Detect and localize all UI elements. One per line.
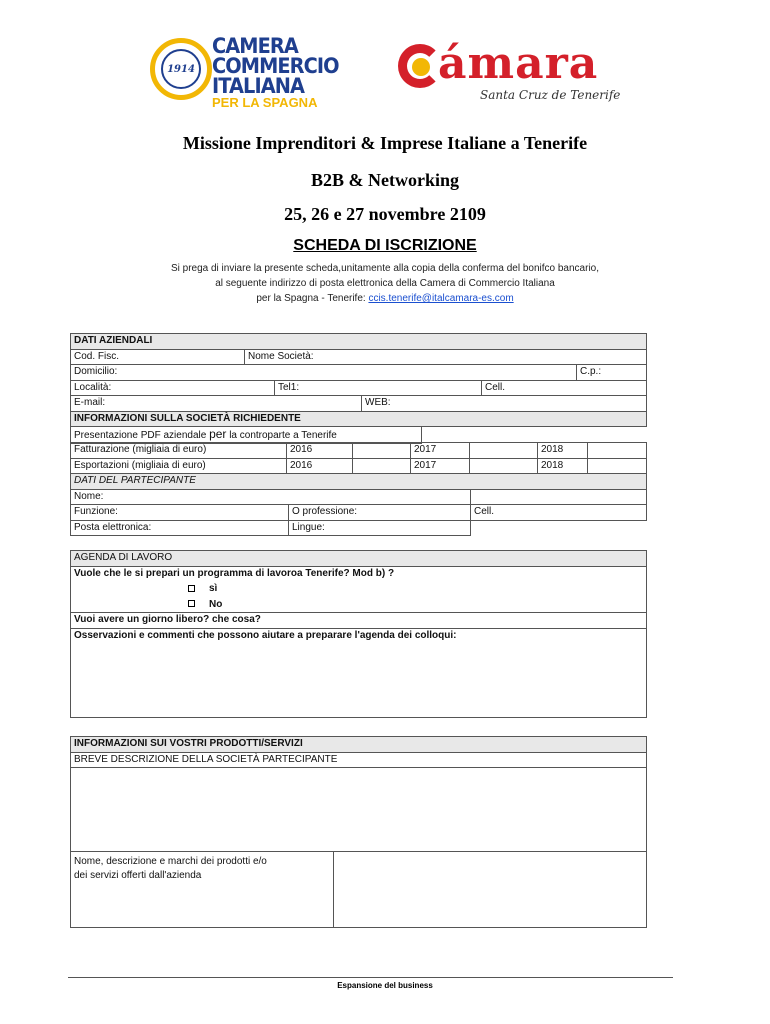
lingue-empty bbox=[471, 520, 647, 536]
esportazioni-2016-label: 2016 bbox=[287, 458, 353, 474]
camara-word: ámara bbox=[438, 38, 599, 89]
logo-line-4: PER LA SPAGNA bbox=[212, 95, 318, 110]
cell2-field[interactable]: Cell. bbox=[471, 505, 647, 521]
products-header: INFORMAZIONI SUI VOSTRI PRODOTTI/SERVIZI bbox=[71, 737, 647, 753]
fatturazione-2018-label: 2018 bbox=[538, 443, 588, 459]
agenda-question: Vuole che le si prepari un programma di lavoroa Tenerife? Mod b) ? bbox=[71, 566, 647, 582]
intro-line-3 bbox=[0, 291, 770, 306]
revenue-table bbox=[70, 442, 647, 474]
intro-text bbox=[0, 261, 770, 306]
lingue-field[interactable]: Lingue: bbox=[289, 520, 471, 536]
brands-label-line-2: dei servizi offerti dall'azienda bbox=[74, 870, 202, 881]
esportazioni-2016-value[interactable] bbox=[353, 458, 411, 474]
funzione-field[interactable]: Funzione: bbox=[71, 505, 289, 521]
c-dot-icon bbox=[412, 58, 430, 76]
logo-line-1: CAMERA bbox=[212, 34, 298, 58]
option-no[interactable] bbox=[71, 597, 647, 613]
mission-dates: 25, 26 e 27 novembre 2109 bbox=[284, 204, 486, 224]
camara-logo bbox=[398, 40, 624, 106]
nome-extra[interactable] bbox=[471, 489, 647, 505]
company-description-label: BREVE DESCRIZIONE DELLA SOCIETÀ PARTECIPANTE bbox=[71, 752, 647, 768]
nome-societa-field[interactable]: Nome Società: bbox=[245, 349, 647, 365]
pdf-presentation-field[interactable] bbox=[71, 427, 422, 444]
web-field[interactable]: WEB: bbox=[362, 396, 647, 412]
footer-divider bbox=[68, 977, 673, 978]
checkbox-no[interactable] bbox=[188, 600, 195, 607]
brands-label-line-1: Nome, descrizione e marchi dei prodotti e/o bbox=[74, 856, 267, 867]
pdf-label-a: Presentazione PDF aziendale bbox=[74, 430, 210, 441]
cp-field[interactable]: C.p.: bbox=[577, 365, 647, 381]
brands-field[interactable] bbox=[334, 852, 647, 928]
intro-line-2: al seguente indirizzo di posta elettronica della Camera di Commercio Italiana bbox=[215, 278, 555, 289]
intro-line-3-prefix: per la Spagna - Tenerife: bbox=[256, 293, 369, 304]
mission-subtitle: B2B & Networking bbox=[311, 170, 459, 190]
fatturazione-2018-value[interactable] bbox=[588, 443, 647, 459]
esportazioni-2018-label: 2018 bbox=[538, 458, 588, 474]
intro-line-1: Si prega di inviare la presente scheda,unitamente alla copia della conferma del bonifco bancario, bbox=[170, 263, 600, 274]
option-yes[interactable] bbox=[71, 582, 647, 598]
company-header: DATI AZIENDALI bbox=[71, 334, 647, 350]
checkbox-yes[interactable] bbox=[188, 585, 195, 592]
observations-field[interactable]: Osservazioni e commenti che possono aiutare a preparare l'agenda dei colloqui: bbox=[71, 628, 647, 717]
logo-line-2: COMMERCIO bbox=[212, 54, 339, 78]
fatturazione-2017-label: 2017 bbox=[411, 443, 470, 459]
footer-text: Espansione del business bbox=[337, 981, 433, 990]
fatturazione-2016-label: 2016 bbox=[287, 443, 353, 459]
tel1-field[interactable]: Tel1: bbox=[275, 380, 482, 396]
pdf-empty bbox=[422, 427, 647, 444]
nome-field[interactable]: Nome: bbox=[71, 489, 471, 505]
participant-header: DATI DEL PARTECIPANTE bbox=[71, 474, 647, 490]
fatturazione-2017-value[interactable] bbox=[470, 443, 538, 459]
contact-email-link[interactable]: ccis.tenerife@italcamara-es.com bbox=[368, 293, 514, 304]
camara-subtitle: Santa Cruz de Tenerife bbox=[480, 88, 621, 102]
posta-field[interactable]: Posta elettronica: bbox=[71, 520, 289, 536]
seal-emblem bbox=[150, 38, 212, 100]
cod-fisc-field[interactable]: Cod. Fisc. bbox=[71, 349, 245, 365]
email-field[interactable]: E-mail: bbox=[71, 396, 362, 412]
localita-field[interactable]: Località: bbox=[71, 380, 275, 396]
fatturazione-2016-value[interactable] bbox=[353, 443, 411, 459]
pdf-label-b: la controparte a Tenerife bbox=[226, 430, 337, 441]
seal-year: 1914 bbox=[167, 63, 195, 75]
free-day-field[interactable]: Vuoi avere un giorno libero? che cosa? bbox=[71, 613, 647, 629]
option-no-label: No bbox=[209, 598, 223, 610]
esportazioni-2018-value[interactable] bbox=[588, 458, 647, 474]
pdf-label-per: per bbox=[209, 427, 227, 441]
company-description-field[interactable] bbox=[71, 768, 647, 852]
participant-table bbox=[70, 473, 647, 536]
esportazioni-2017-value[interactable] bbox=[470, 458, 538, 474]
domicilio-field[interactable]: Domicilio: bbox=[71, 365, 577, 381]
option-yes-label: sì bbox=[209, 583, 218, 595]
logo-line-3: ITALIANA bbox=[212, 74, 305, 98]
form-title: SCHEDA DI ISCRIZIONE bbox=[293, 237, 477, 254]
cell-field[interactable]: Cell. bbox=[482, 380, 647, 396]
esportazioni-2017-label: 2017 bbox=[411, 458, 470, 474]
company-table bbox=[70, 333, 647, 444]
info-header: INFORMAZIONI SULLA SOCIETÀ RICHIEDENTE bbox=[71, 411, 647, 427]
fatturazione-label: Fatturazione (migliaia di euro) bbox=[71, 443, 287, 459]
agenda-header: AGENDA DI LAVORO bbox=[71, 551, 647, 567]
esportazioni-label: Esportazioni (migliaia di euro) bbox=[71, 458, 287, 474]
agenda-table bbox=[70, 550, 647, 718]
mission-title: Missione Imprenditori & Imprese Italiane a Tenerife bbox=[182, 133, 588, 153]
products-table bbox=[70, 736, 647, 928]
camera-commercio-logo bbox=[150, 36, 350, 112]
o-professione-field[interactable]: O professione: bbox=[289, 505, 471, 521]
brands-label bbox=[71, 852, 334, 928]
